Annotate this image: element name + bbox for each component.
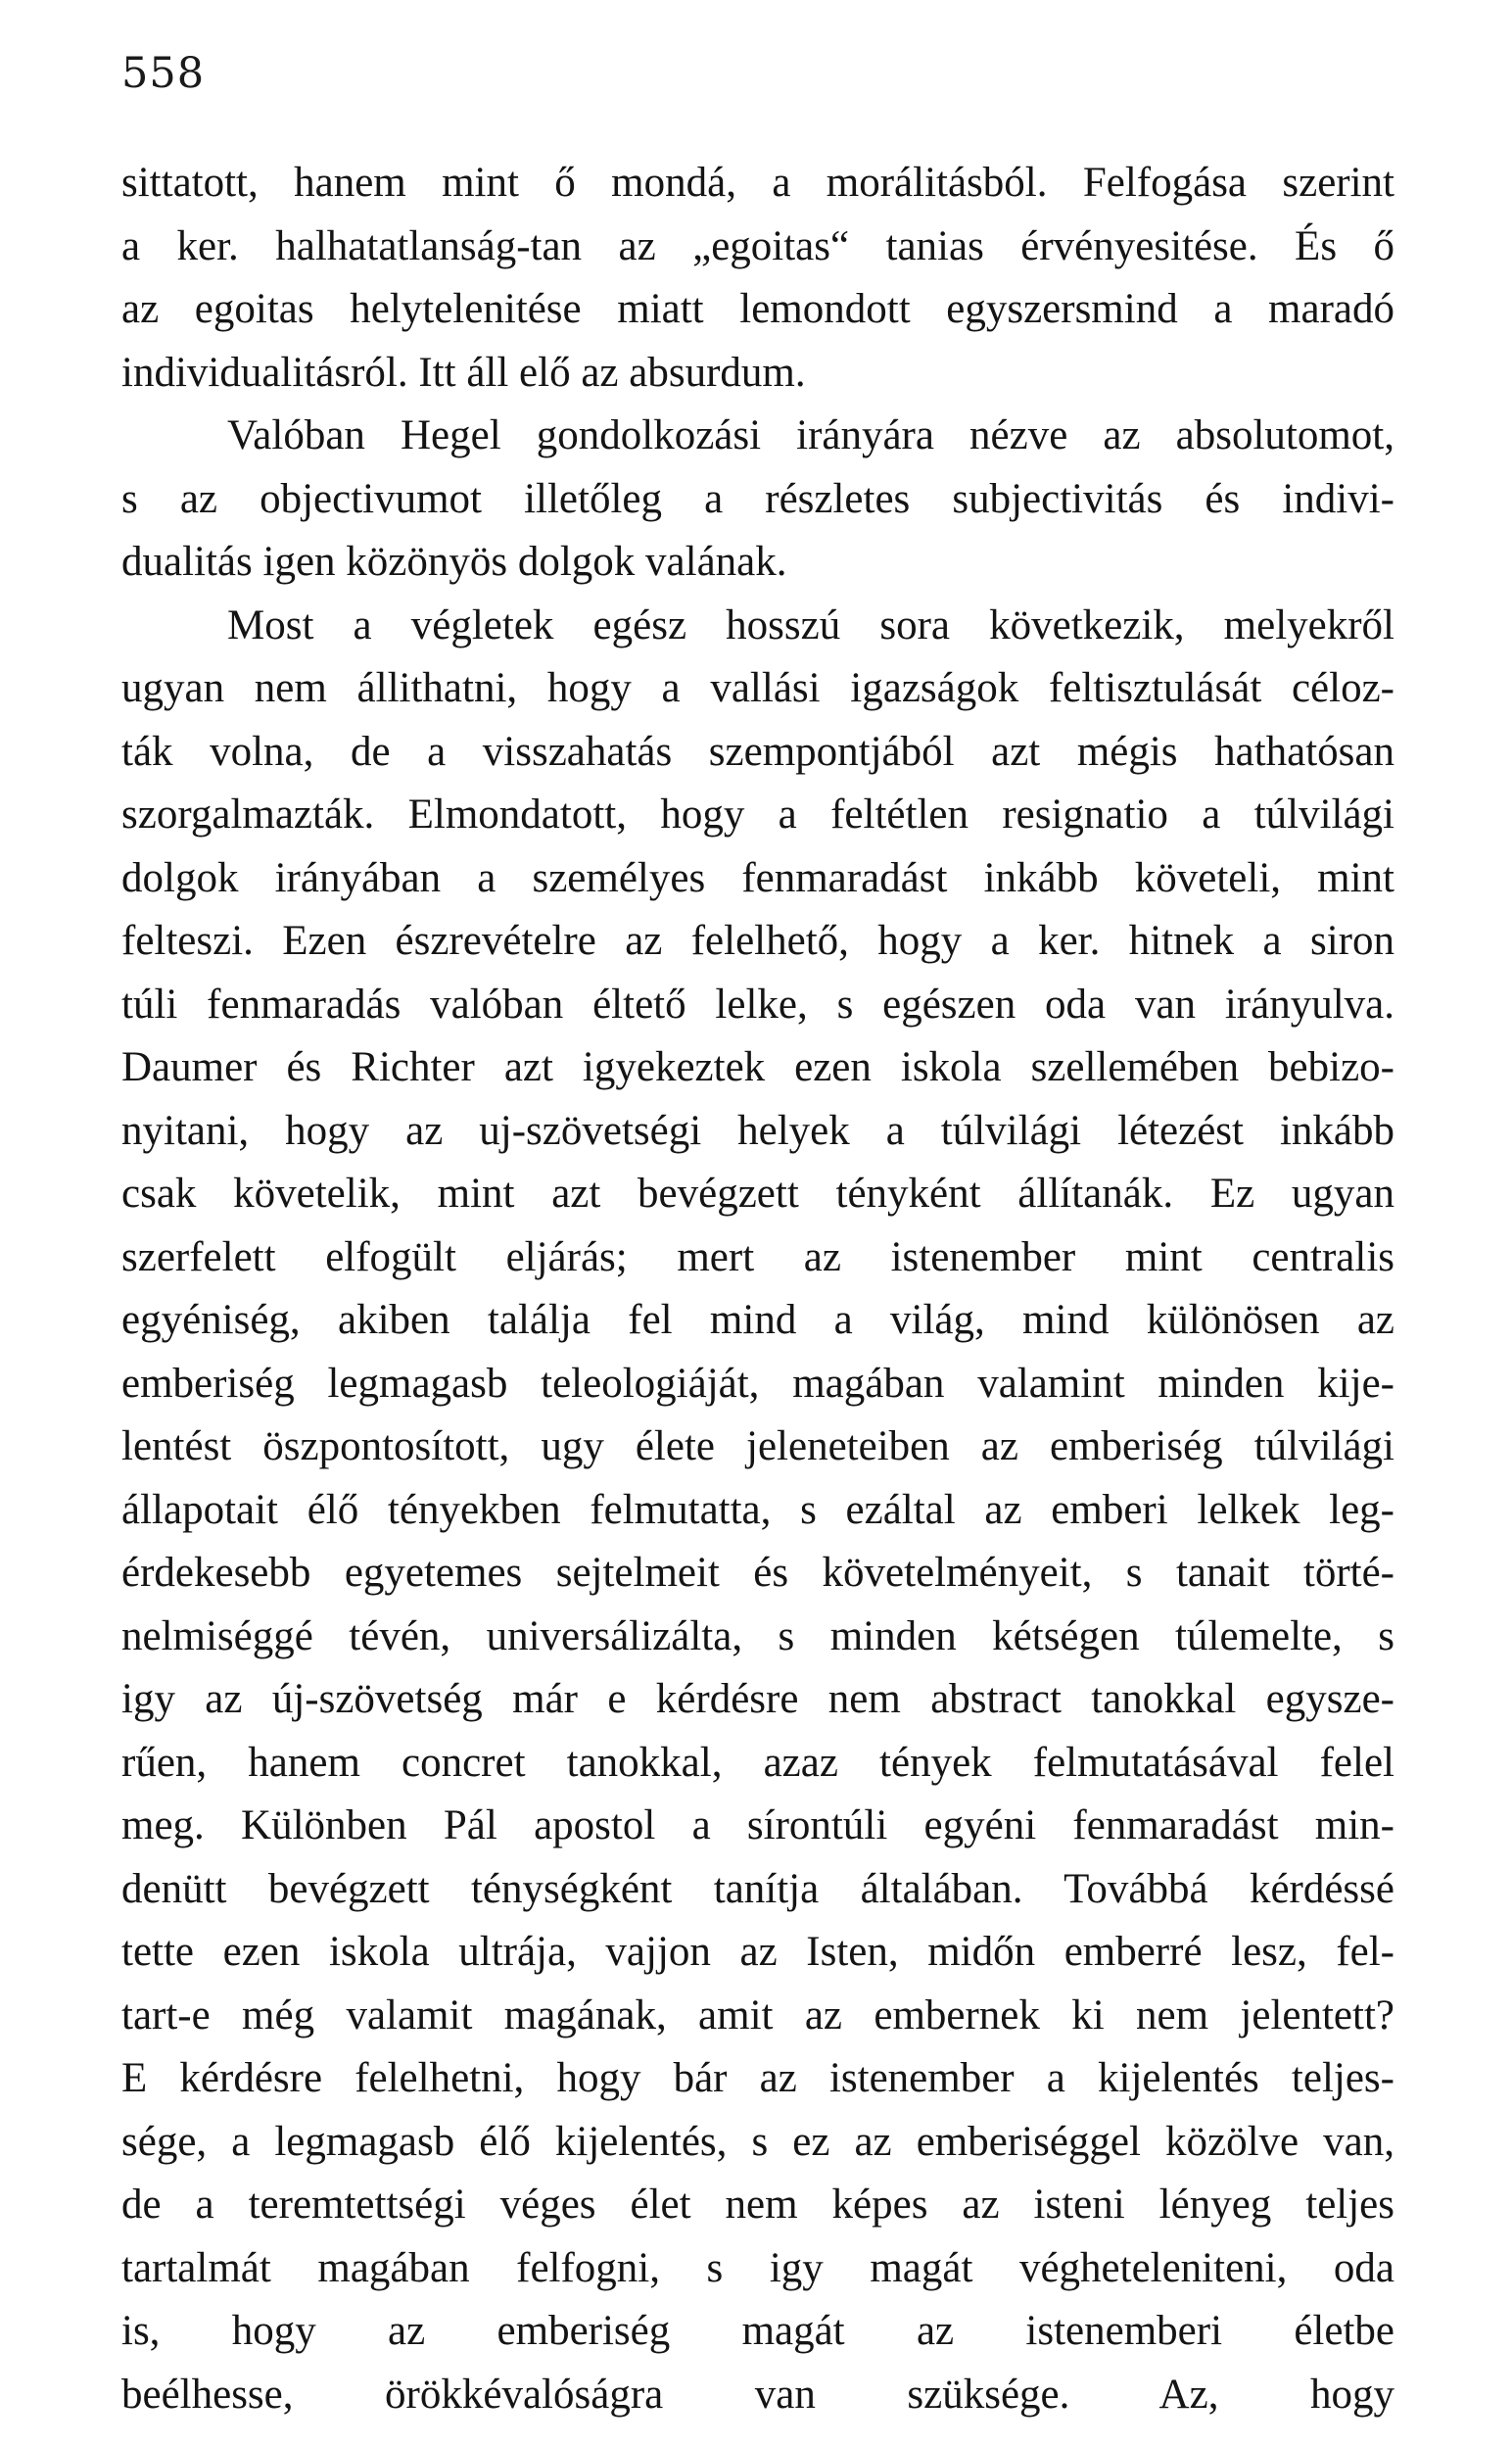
text-line: túli fenmaradás valóban éltető lelke, s egészen oda van irányulva. (121, 981, 1394, 1028)
text-line: szerfelett elfogült eljárás; mert az istenember mint centralis (121, 1233, 1394, 1280)
paragraph-start-line: Valóban Hegel gondolkozási irányára nézve az absolutomot, (227, 412, 1394, 458)
text-line: egyéniség, akiben találja fel mind a világ, mind különösen az (121, 1297, 1394, 1343)
text-line: tart-e még valamit magának, amit az embernek ki nem jelentett? (121, 1991, 1394, 2038)
text-line: a ker. halhatatlanság-tan az „egoitas“ tanias érvényesitése. És ő (121, 222, 1394, 269)
text-line: is, hogy az emberiség magát az istenemberi életbe (121, 2308, 1394, 2354)
text-line: E kérdésre felelhetni, hogy bár az istenember a kijelentés teljes- (121, 2055, 1394, 2101)
body-text (121, 152, 1394, 2426)
text-line: dualitás igen közönyös dolgok valának. (121, 539, 787, 585)
text-line: érdekesebb egyetemes sejtelmeit és követelményeit, s tanait törté- (121, 1550, 1394, 1596)
text-line: szorgalmazták. Elmondatott, hogy a feltétlen resignatio a túlvilági (121, 791, 1394, 838)
paragraph-start-line: Most a végletek egész hosszú sora következik, melyekről (227, 601, 1394, 648)
text-line: dolgok irányában a személyes fenmaradást inkább követeli, mint (121, 854, 1394, 901)
text-line: emberiség legmagasb teleologiáját, magában valamint minden kije- (121, 1360, 1394, 1407)
text-line: sittatott, hanem mint ő mondá, a morálitásból. Felfogása szerint (121, 160, 1394, 206)
page-number: 558 (121, 49, 206, 98)
text-line: de a teremtettségi véges élet nem képes az isteni lényeg teljes (121, 2182, 1394, 2228)
text-line: meg. Különben Pál apostol a sírontúli egyéni fenmaradást min- (121, 1802, 1394, 1848)
text-line: igy az új-szövetség már e kérdésre nem abstract tanokkal egysze- (121, 1676, 1394, 1722)
text-line: állapotait élő tényekben felmutatta, s ezáltal az emberi lelkek leg- (121, 1486, 1394, 1533)
text-line: tartalmát magában felfogni, s igy magát végheteleniteni, oda (121, 2244, 1394, 2291)
text-line: nelmiséggé tévén, universálizálta, s minden kétségen túlemelte, s (121, 1612, 1394, 1659)
text-line: s az objectivumot illetőleg a részletes subjectivitás és indivi- (121, 475, 1394, 522)
text-line: nyitani, hogy az uj-szövetségi helyek a túlvilági létezést inkább (121, 1107, 1394, 1154)
text-line: ugyan nem állithatni, hogy a vallási igazságok feltisztulását céloz- (121, 665, 1394, 711)
text-line: rűen, hanem concret tanokkal, azaz tények felmutatásával felel (121, 1739, 1394, 1786)
text-line: tette ezen iskola ultrája, vajjon az Isten, midőn emberré lesz, fel- (121, 1929, 1394, 1975)
text-line: denütt bevégzett ténységként tanítja általában. Továbbá kérdéssé (121, 1865, 1394, 1912)
text-line: felteszi. Ezen észrevételre az felelhető, hogy a ker. hitnek a siron (121, 918, 1394, 964)
text-line: individualitásról. Itt áll elő az absurdum. (121, 349, 806, 396)
text-line: sége, a legmagasb élő kijelentés, s ez az emberiséggel közölve van, (121, 2118, 1394, 2165)
text-line: lentést öszpontosított, ugy élete jeleneteiben az emberiség túlvilági (121, 1423, 1394, 1469)
text-line: az egoitas helytelenitése miatt lemondott egyszersmind a maradó (121, 286, 1394, 332)
text-line: ták volna, de a visszahatás szempontjából azt mégis hathatósan (121, 728, 1394, 775)
text-line: csak követelik, mint azt bevégzett tényként állítanák. Ez ugyan (121, 1171, 1394, 1217)
text-line: beélhesse, örökkévalóságra van szüksége. Az, hogy (121, 2371, 1394, 2418)
text-line: Daumer és Richter azt igyekeztek ezen iskola szellemében bebizo- (121, 1044, 1394, 1090)
